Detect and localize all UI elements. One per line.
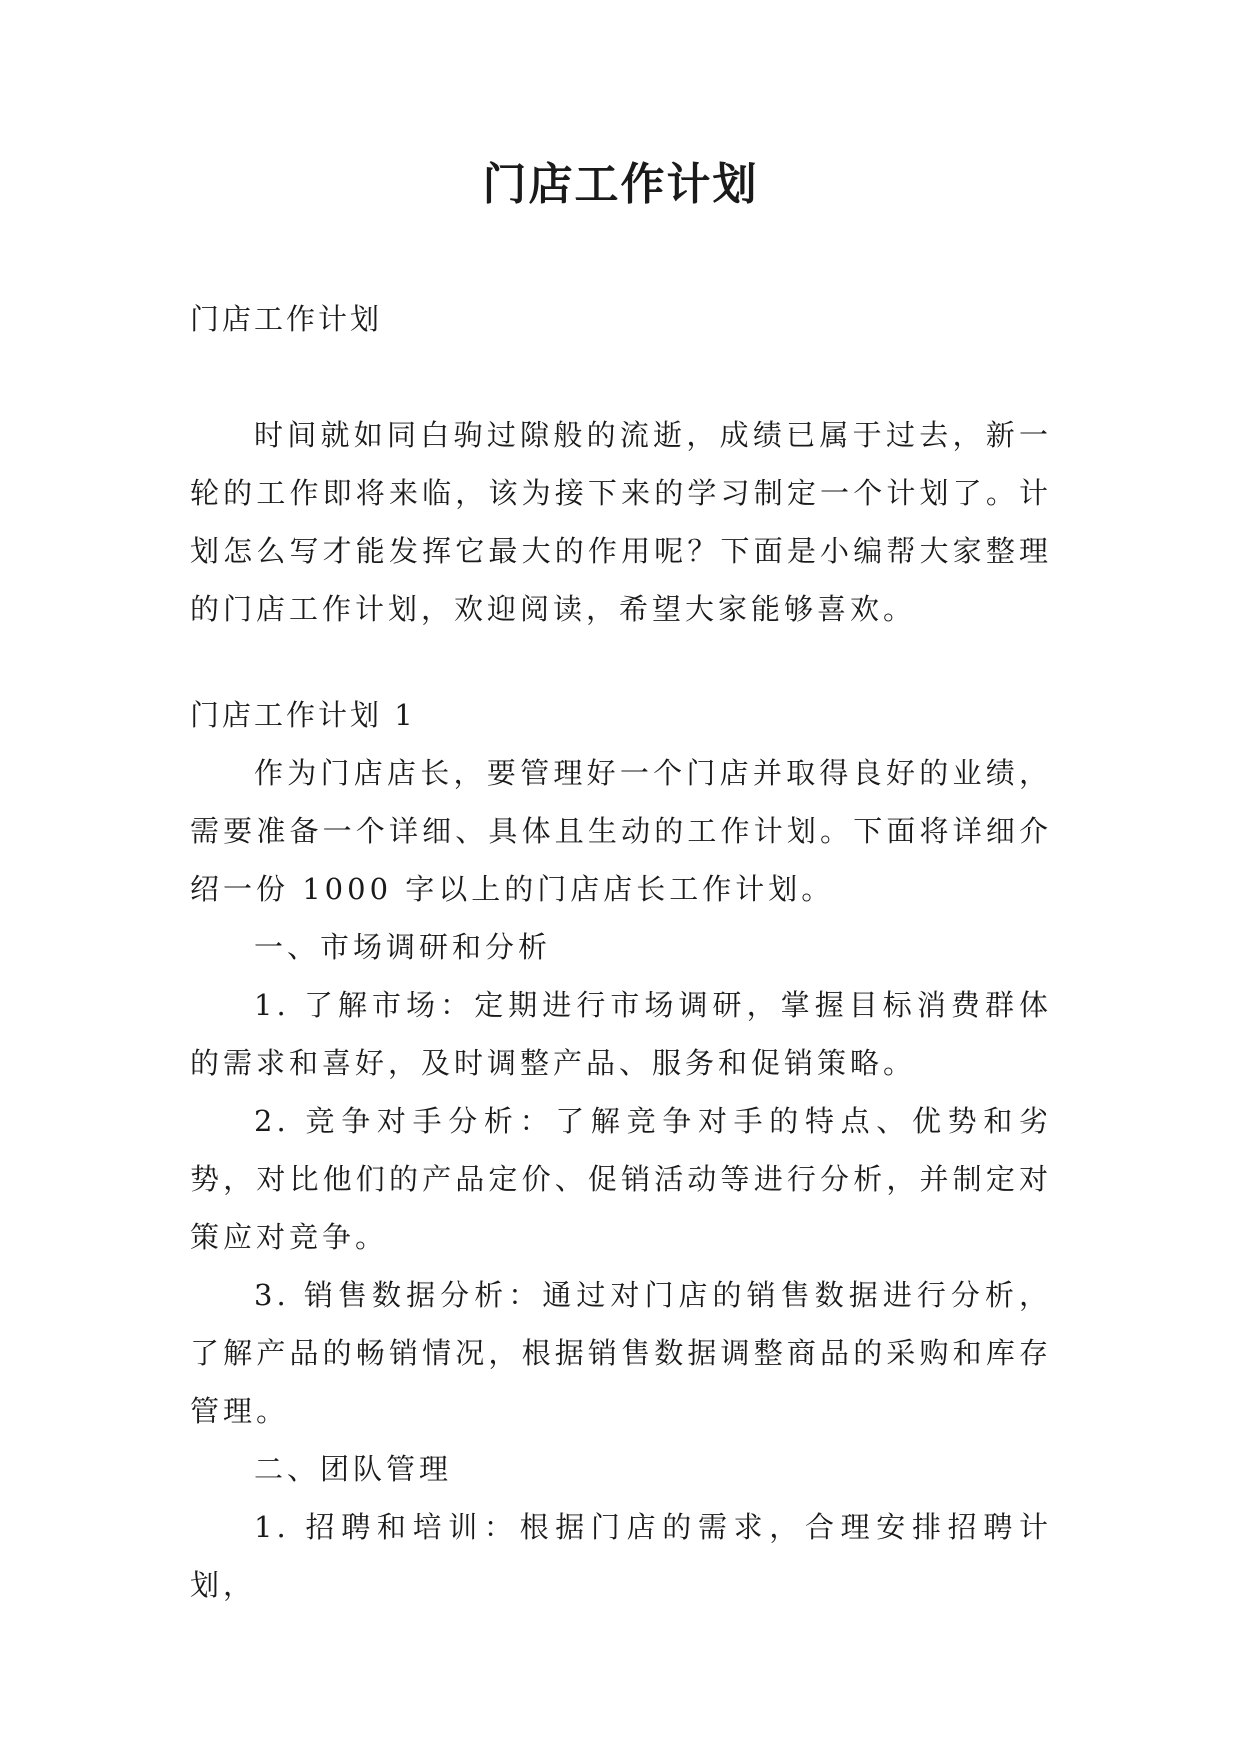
document-title: 门店工作计划	[482, 159, 759, 210]
section-title: 门店工作计划 1	[190, 698, 416, 732]
heading-market-research: 一、市场调研和分析	[254, 930, 552, 964]
paragraph-recruitment: 1. 招聘和培训：根据门店的需求，合理安排招聘计划，	[190, 1510, 1052, 1602]
spacer	[190, 638, 1052, 686]
paragraph-know-market: 1. 了解市场：定期进行市场调研，掌握目标消费群体的需求和喜好，及时调整产品、服务和促销策略。	[190, 988, 1052, 1080]
paragraph-competitor-analysis: 2. 竞争对手分析：了解竞争对手的特点、优势和劣势，对比他们的产品定价、促销活动等进行分析，并制定对策应对竞争。	[190, 1104, 1052, 1254]
intro-paragraph: 时间就如同白驹过隙般的流逝，成绩已属于过去，新一轮的工作即将来临，该为接下来的学习制定一个计划了。计划怎么写才能发挥它最大的作用呢？下面是小编帮大家整理的门店工作计划，欢迎阅读，希望大家能够喜欢。	[190, 418, 1052, 626]
paragraph-sales-analysis: 3. 销售数据分析：通过对门店的销售数据进行分析，了解产品的畅销情况，根据销售数据调整商品的采购和库存管理。	[190, 1278, 1052, 1428]
document-body	[190, 290, 1052, 1614]
heading-team-management: 二、团队管理	[254, 1452, 453, 1486]
document-subtitle: 门店工作计划	[190, 302, 383, 336]
paragraph-1: 作为门店店长，要管理好一个门店并取得良好的业绩，需要准备一个详细、具体且生动的工作计划。下面将详细介绍一份 1000 字以上的门店店长工作计划。	[190, 756, 1052, 906]
spacer	[190, 348, 1052, 406]
